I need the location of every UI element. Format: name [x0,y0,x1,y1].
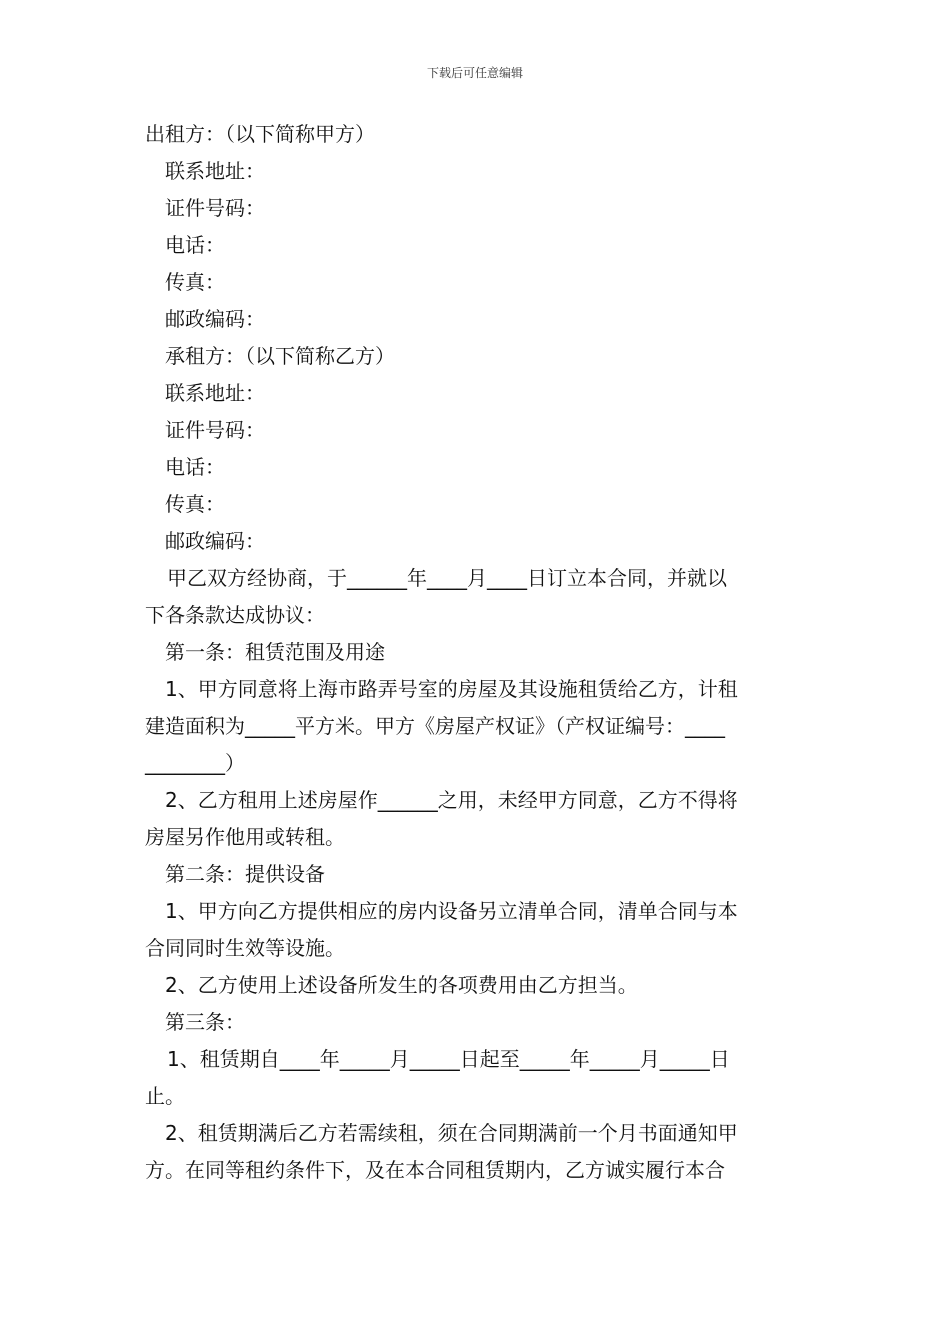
party-a-address: 联系地址： [165,159,265,183]
page-header: 下载后可任意编辑 [426,66,523,80]
party-a-phone: 电话： [165,233,225,257]
article-1-clause-2-line-2: 房屋另作他用或转租。 [145,825,345,849]
article-3-title: 第三条： [165,1010,245,1034]
party-a-fax: 传真： [165,270,225,294]
party-b-phone: 电话： [165,455,225,479]
article-3-clause-2-line-2: 方。在同等租约条件下，及在本合同租赁期内，乙方诚实履行本合 [145,1158,725,1182]
party-b-fax: 传真： [165,492,225,516]
article-2-clause-1-line-1: 1、甲方向乙方提供相应的房内设备另立清单合同，清单合同与本 [165,899,738,923]
article-3-clause-1-line-1: 1、租赁期自____年_____月_____日起至_____年_____月_____日 [167,1047,730,1071]
article-3-clause-1-line-2: 止。 [145,1084,185,1108]
article-3-clause-2-line-1: 2、租赁期满后乙方若需续租，须在合同期满前一个月书面通知甲 [165,1121,738,1145]
party-b-id-no: 证件号码： [165,418,265,442]
preamble-line-2: 下各条款达成协议： [145,603,325,627]
contract-body [145,116,815,1189]
article-2-clause-1-line-2: 合同同时生效等设施。 [145,936,345,960]
article-1-title: 第一条：租赁范围及用途 [165,640,385,664]
article-1-clause-1-line-1: 1、甲方同意将上海市路弄号室的房屋及其设施租赁给乙方，计租 [165,677,738,701]
party-a-postcode: 邮政编码： [165,307,265,331]
article-2-title: 第二条：提供设备 [165,862,325,886]
party-a-title: 出租方：（以下简称甲方） [145,122,375,146]
party-b-address: 联系地址： [165,381,265,405]
party-a-id-no: 证件号码： [165,196,265,220]
article-1-clause-1-line-3: ________） [145,751,245,775]
article-1-clause-2-line-1: 2、乙方租用上述房屋作______之用，未经甲方同意，乙方不得将 [165,788,738,812]
party-b-title: 承租方：（以下简称乙方） [165,344,395,368]
article-2-clause-2-line-1: 2、乙方使用上述设备所发生的各项费用由乙方担当。 [165,973,638,997]
article-1-clause-1-line-2: 建造面积为_____平方米。甲方《房屋产权证》（产权证编号：____ [145,714,725,738]
party-b-postcode: 邮政编码： [165,529,265,553]
preamble-line-1: 甲乙双方经协商，于______年____月____日订立本合同，并就以 [167,566,727,590]
